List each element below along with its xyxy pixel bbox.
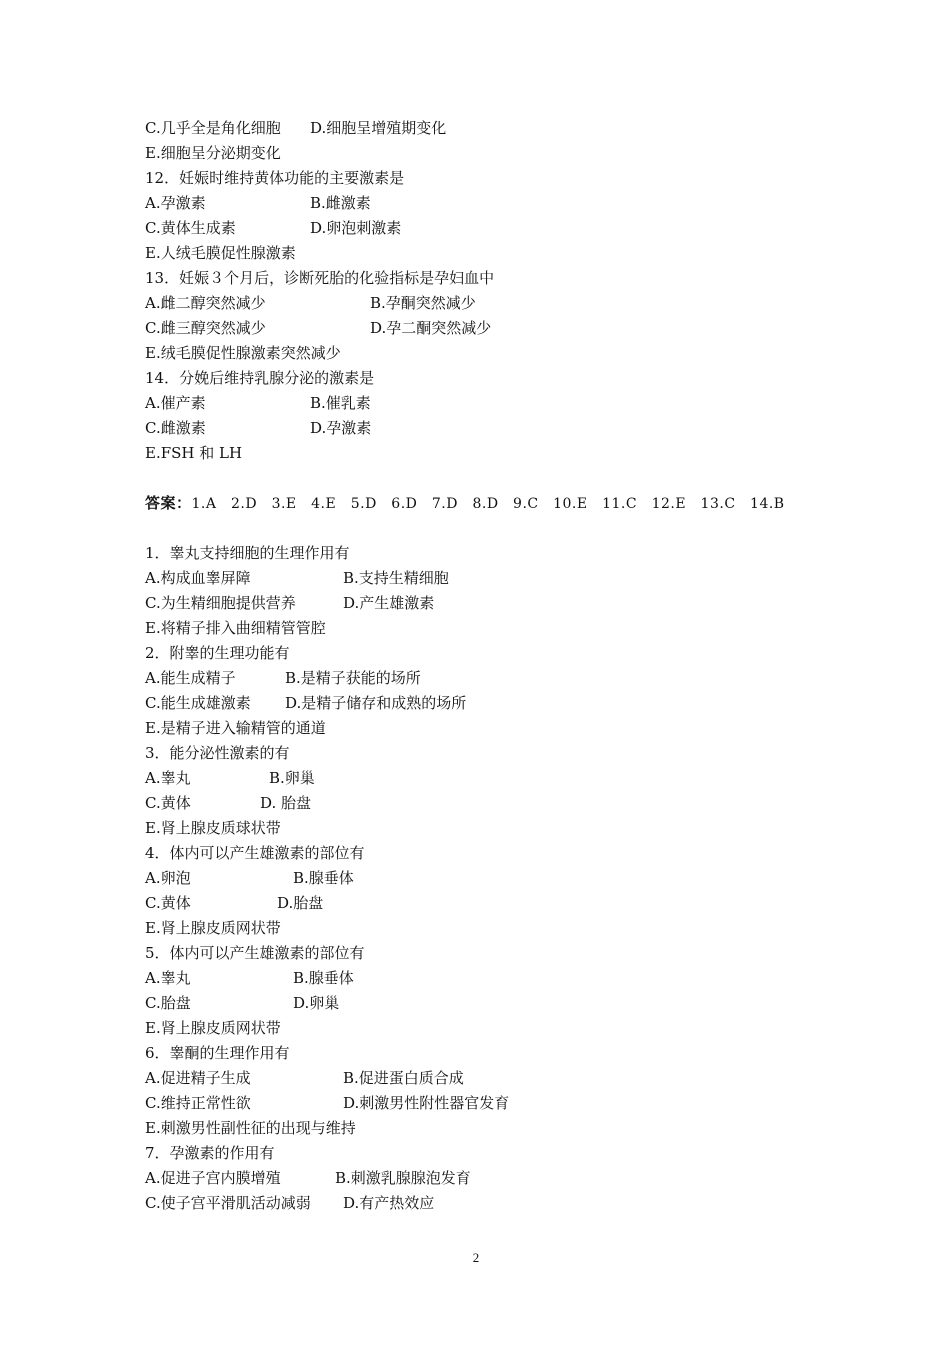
line-text: A.睾丸 (145, 769, 191, 787)
line-text: E.是精子进入输精管的通道 (145, 719, 326, 737)
answer-label: 答案： (145, 494, 192, 512)
line-text-option: D.刺激男性附性器官发育 (343, 1094, 510, 1112)
line-text: 13．妊娠３个月后，诊断死胎的化验指标是孕妇血中 (145, 269, 495, 287)
line-text: E.FSH 和 LH (145, 444, 243, 462)
line-text: C.黄体 (145, 894, 191, 912)
line-text: C.黄体 (145, 794, 191, 812)
line-text: 2．附睾的生理功能有 (145, 644, 290, 662)
line-text: A.睾丸 (145, 969, 191, 987)
text-line (145, 766, 865, 791)
text-line (145, 866, 865, 891)
line-text-option: B.腺垂体 (293, 969, 354, 987)
questions-section-bottom (145, 541, 865, 1216)
text-line (145, 291, 865, 316)
line-text: A.催产素 (145, 394, 206, 412)
text-line (145, 1066, 865, 1091)
text-line (145, 441, 865, 466)
line-text: C.几乎全是角化细胞 (145, 119, 281, 137)
text-line (145, 1016, 865, 1041)
text-line (145, 316, 865, 341)
line-text-option: D. 胎盘 (260, 794, 312, 812)
line-text: C.使子宫平滑肌活动减弱 (145, 1194, 311, 1212)
line-text: 14．分娩后维持乳腺分泌的激素是 (145, 369, 375, 387)
text-line (145, 666, 865, 691)
text-line (145, 591, 865, 616)
text-line (145, 1166, 865, 1191)
line-text: A.促进子宫内膜增殖 (145, 1169, 281, 1187)
line-text-option: D.胎盘 (277, 894, 324, 912)
line-text-option: B.刺激乳腺腺泡发育 (335, 1169, 471, 1187)
line-text: 1．睾丸支持细胞的生理作用有 (145, 544, 350, 562)
line-text-option: B.催乳素 (310, 394, 371, 412)
line-text-option: D.有产热效应 (343, 1194, 435, 1212)
line-text-option: D.卵巢 (293, 994, 340, 1012)
text-line (145, 1091, 865, 1116)
text-line (145, 266, 865, 291)
text-line (145, 541, 865, 566)
text-line (145, 341, 865, 366)
spacer (145, 466, 865, 491)
text-line (145, 791, 865, 816)
line-text-option: B.腺垂体 (293, 869, 354, 887)
text-line (145, 941, 865, 966)
line-text-option: D.孕激素 (310, 419, 372, 437)
line-text: C.胎盘 (145, 994, 191, 1012)
line-text: C.能生成雄激素 (145, 694, 251, 712)
line-text-option: D.孕二酮突然减少 (370, 319, 492, 337)
line-text: 5．体内可以产生雄激素的部位有 (145, 944, 365, 962)
line-text: 7．孕激素的作用有 (145, 1144, 275, 1162)
text-line (145, 891, 865, 916)
line-text-option: B.支持生精细胞 (343, 569, 449, 587)
line-text: A.促进精子生成 (145, 1069, 251, 1087)
line-text: C.为生精细胞提供营养 (145, 594, 296, 612)
line-text: 6．睾酮的生理作用有 (145, 1044, 290, 1062)
line-text: E.肾上腺皮质网状带 (145, 919, 281, 937)
answer-values: 1.A 2.D 3.E 4.E 5.D 6.D 7.D 8.D 9.C 10.E 11.C 12.E 13.C 14.B (191, 496, 785, 512)
text-line (145, 166, 865, 191)
text-line (145, 391, 865, 416)
line-text-option: B.是精子获能的场所 (285, 669, 421, 687)
text-line (145, 916, 865, 941)
text-line (145, 1041, 865, 1066)
line-text-option: B.卵巢 (269, 769, 315, 787)
line-text: C.雌激素 (145, 419, 206, 437)
line-text: E.肾上腺皮质网状带 (145, 1019, 281, 1037)
line-text: C.雌三醇突然减少 (145, 319, 266, 337)
text-line (145, 691, 865, 716)
text-line (145, 241, 865, 266)
text-line (145, 116, 865, 141)
text-line (145, 1116, 865, 1141)
text-line (145, 366, 865, 391)
line-text: E.人绒毛膜促性腺激素 (145, 244, 296, 262)
text-line (145, 191, 865, 216)
line-text: E.肾上腺皮质球状带 (145, 819, 281, 837)
text-line (145, 566, 865, 591)
line-text: A.雌二醇突然减少 (145, 294, 266, 312)
line-text: A.构成血睾屏障 (145, 569, 251, 587)
page-content (145, 116, 865, 1216)
text-line (145, 841, 865, 866)
line-text-option: D.产生雄激素 (343, 594, 435, 612)
line-text-option: D.卵泡刺激素 (310, 219, 402, 237)
text-line (145, 216, 865, 241)
line-text: 12．妊娠时维持黄体功能的主要激素是 (145, 169, 405, 187)
line-text-option: D.细胞呈增殖期变化 (310, 119, 447, 137)
text-line (145, 816, 865, 841)
page-number: 2 (472, 1250, 480, 1265)
questions-section-top (145, 116, 865, 466)
line-text: 3．能分泌性激素的有 (145, 744, 290, 762)
line-text: E.刺激男性副性征的出现与维持 (145, 1119, 356, 1137)
line-text-option: B.雌激素 (310, 194, 371, 212)
text-line (145, 141, 865, 166)
line-text: E.将精子排入曲细精管管腔 (145, 619, 326, 637)
line-text: E.绒毛膜促性腺激素突然减少 (145, 344, 341, 362)
text-line (145, 416, 865, 441)
line-text: C.维持正常性欲 (145, 1094, 251, 1112)
line-text-option: B.促进蛋白质合成 (343, 1069, 464, 1087)
text-line (145, 616, 865, 641)
text-line (145, 741, 865, 766)
line-text: A.孕激素 (145, 194, 206, 212)
text-line (145, 1191, 865, 1216)
text-line (145, 991, 865, 1016)
spacer (145, 516, 865, 541)
text-line (145, 966, 865, 991)
line-text: C.黄体生成素 (145, 219, 236, 237)
answer-key (145, 491, 865, 516)
text-line (145, 1141, 865, 1166)
line-text-option: B.孕酮突然减少 (370, 294, 476, 312)
line-text: A.卵泡 (145, 869, 191, 887)
line-text-option: D.是精子储存和成熟的场所 (285, 694, 467, 712)
line-text: 4．体内可以产生雄激素的部位有 (145, 844, 365, 862)
text-line (145, 641, 865, 666)
line-text: A.能生成精子 (145, 669, 236, 687)
line-text: E.细胞呈分泌期变化 (145, 144, 281, 162)
text-line (145, 716, 865, 741)
